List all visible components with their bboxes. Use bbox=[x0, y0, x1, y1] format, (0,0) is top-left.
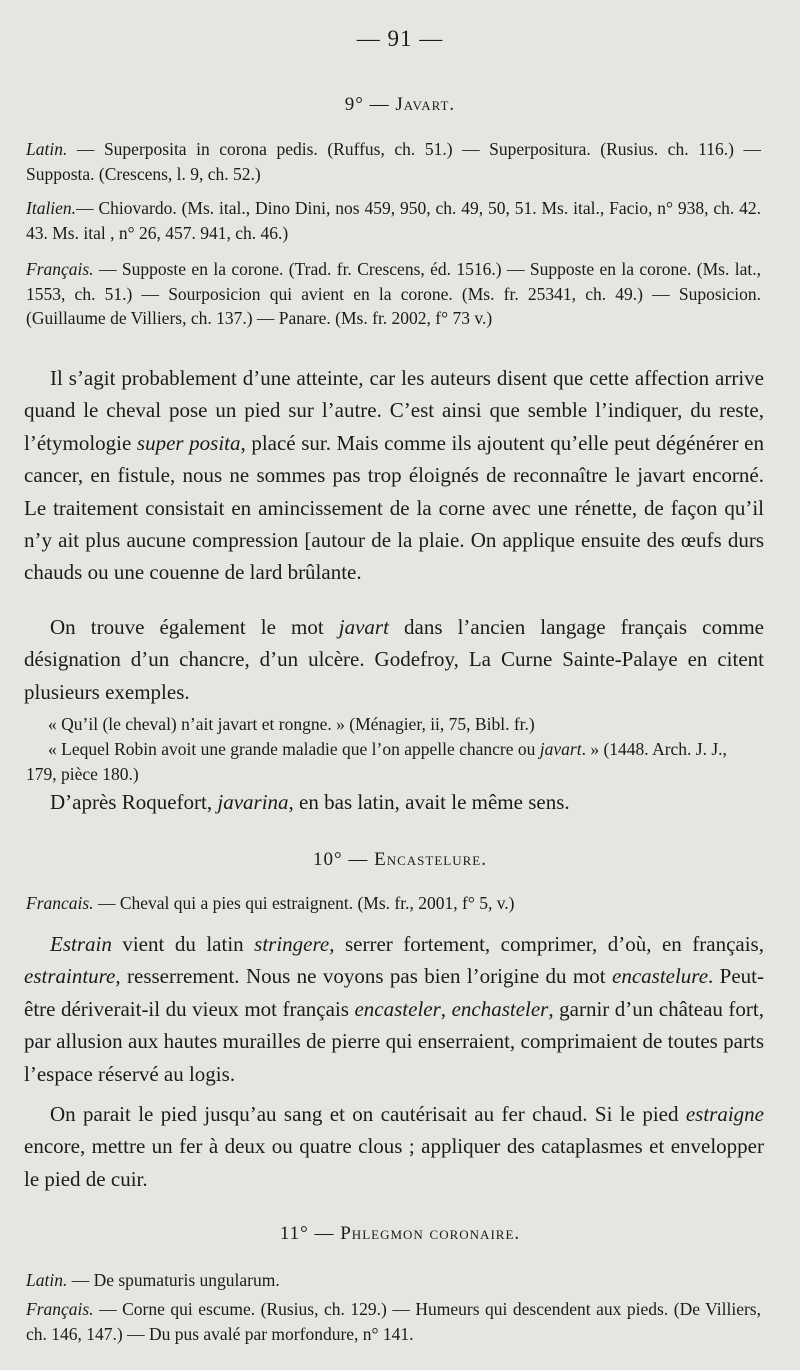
note-text: — Cheval qui a pies qui estraignent. (Ms. fr., 2001, f° 5, v.) bbox=[93, 893, 515, 913]
note-francais-phlegmon bbox=[26, 1297, 761, 1346]
text-run: On trouve également le mot bbox=[50, 615, 339, 639]
italic-term: Estrain bbox=[50, 932, 112, 956]
text-run: , bbox=[440, 996, 452, 1021]
note-text: — Corne qui escume. (Rusius, ch. 129.) — Humeurs qui descendent aux pieds. (De Villiers, ch. 146, 147.) — Du pus avalé par morfondure, n° 141. bbox=[26, 1299, 761, 1344]
lang-label: Italien. bbox=[26, 198, 77, 218]
italic-term: encasteler bbox=[354, 996, 441, 1021]
note-italien-javart bbox=[26, 196, 761, 245]
text-run: , serrer fortement, comprimer, d’où, en français, bbox=[329, 932, 764, 956]
text-run: , placé sur. Mais comme ils ajoutent qu’elle peut dégénérer en cancer, en fistule, nous ne sommes pas trop éloignés de reconnaître le javart encorné. Le traitement consistait en amincissement de la corne avec une rénette, de façon qu’il n’y ait plus aucune compression [autour de la plaie. On applique ensuite des œufs durs chauds ou une couenne de lard brûlante. bbox=[24, 430, 764, 585]
note-francais-encastelure bbox=[26, 891, 761, 916]
text-run: « Lequel Robin avoit une grande maladie que l’on appelle chancre ou bbox=[48, 739, 540, 759]
text-run: . Peut-être dériverait-il du vieux mot français bbox=[24, 964, 764, 1021]
italic-term: javarina bbox=[217, 790, 289, 814]
paragraph-traitement bbox=[24, 1098, 764, 1195]
note-text: — Chiovardo. (Ms. ital., Dino Dini, nos 459, 950, ch. 49, 50, 51. Ms. ital., Facio, n° 938, ch. 42. 43. Ms. ital , n° 26, 457. 941, ch. 46.) bbox=[26, 198, 761, 243]
text-run: . » (1448. Arch. J. J., 179, pièce 180.) bbox=[26, 739, 727, 784]
paragraph-atteinte bbox=[24, 362, 764, 589]
lang-label: Francais. bbox=[26, 893, 94, 913]
text-run: dans l’ancien langage français comme désignation d’un chancre, d’un ulcère. Godefroy, La Curne Sainte-Palaye en citent plusieurs exemples. bbox=[24, 615, 764, 704]
quote-menagier: « Qu’il (le cheval) n’ait javart et rongne. » (Ménagier, ii, 75, Bibl. fr.) bbox=[48, 714, 535, 734]
lang-label: Latin. bbox=[26, 1270, 68, 1290]
italic-term: estraigne bbox=[685, 1102, 764, 1126]
text-run: , en bas latin, avait le même sens. bbox=[288, 790, 570, 814]
paragraph-estrain bbox=[24, 928, 764, 1090]
italic-term: javart bbox=[539, 739, 582, 759]
section-heading-phlegmon: 11° — Phlegmon coronaire. bbox=[279, 1223, 521, 1244]
italic-term: javart bbox=[338, 615, 389, 639]
italic-term: encastelure bbox=[612, 964, 709, 989]
section-heading-javart: 9° — Javart. bbox=[344, 94, 456, 115]
lang-label: Latin. bbox=[26, 139, 68, 159]
text-run: D’après Roquefort, bbox=[50, 790, 218, 814]
paragraph-roquefort bbox=[24, 786, 764, 818]
note-text: — Supposte en la corone. (Trad. fr. Crescens, éd. 1516.) — Supposte en la corone. (Ms. lat., 1553, ch. 51.) — Sourposicion qui avient en la corone. (Ms. fr. 25341, ch. 49.) — Suposicion. (Guillaume de Villiers, ch. 137.) — Panare. (Ms. fr. 2002, f° 73 v.) bbox=[26, 259, 761, 328]
page-number: — 91 — bbox=[356, 26, 444, 51]
paragraph-mot-javart bbox=[24, 611, 764, 708]
note-latin-phlegmon bbox=[26, 1268, 761, 1293]
section-heading-encastelure: 10° — Encastelure. bbox=[313, 849, 487, 870]
text-run: encore, mettre un fer à deux ou quatre clous ; appliquer des cataplasmes et envelopper le pied de cuir. bbox=[24, 1134, 764, 1191]
lang-label: Français. bbox=[26, 1299, 94, 1319]
text-run: , resserrement. Nous ne voyons pas bien l’origine du mot bbox=[115, 964, 612, 989]
italic-term: estrainture bbox=[24, 964, 116, 989]
italic-term: enchasteler bbox=[451, 996, 549, 1021]
italic-term: super posita bbox=[136, 430, 241, 455]
note-francais-javart bbox=[26, 257, 761, 331]
note-text: — Superposita in corona pedis. (Ruffus, ch. 51.) — Superpositura. (Rusius. ch. 116.) — Supposta. (Crescens, l. 9, ch. 52.) bbox=[26, 139, 761, 184]
italic-term: stringere bbox=[254, 932, 330, 956]
note-text: — De spumaturis ungularum. bbox=[67, 1270, 280, 1290]
text-run: Il s’agit probablement d’une atteinte, car les auteurs disent que cette affection arrive quand le cheval pose un pied sur l’autre. C’est ainsi que semble l’indiquer, du reste, l’étymologie bbox=[24, 366, 764, 455]
lang-label: Français. bbox=[26, 259, 94, 279]
text-run: On parait le pied jusqu’au sang et on cautérisait au fer chaud. Si le pied bbox=[50, 1102, 686, 1126]
text-run: vient du latin bbox=[111, 932, 255, 956]
note-latin-javart bbox=[26, 137, 761, 186]
text-run: , garnir d’un château fort, par allusion aux hautes murailles de pierre qui enserraient, comprimaient de toutes parts l’espace réservé au logis. bbox=[24, 996, 765, 1086]
quote-robin bbox=[26, 737, 761, 787]
